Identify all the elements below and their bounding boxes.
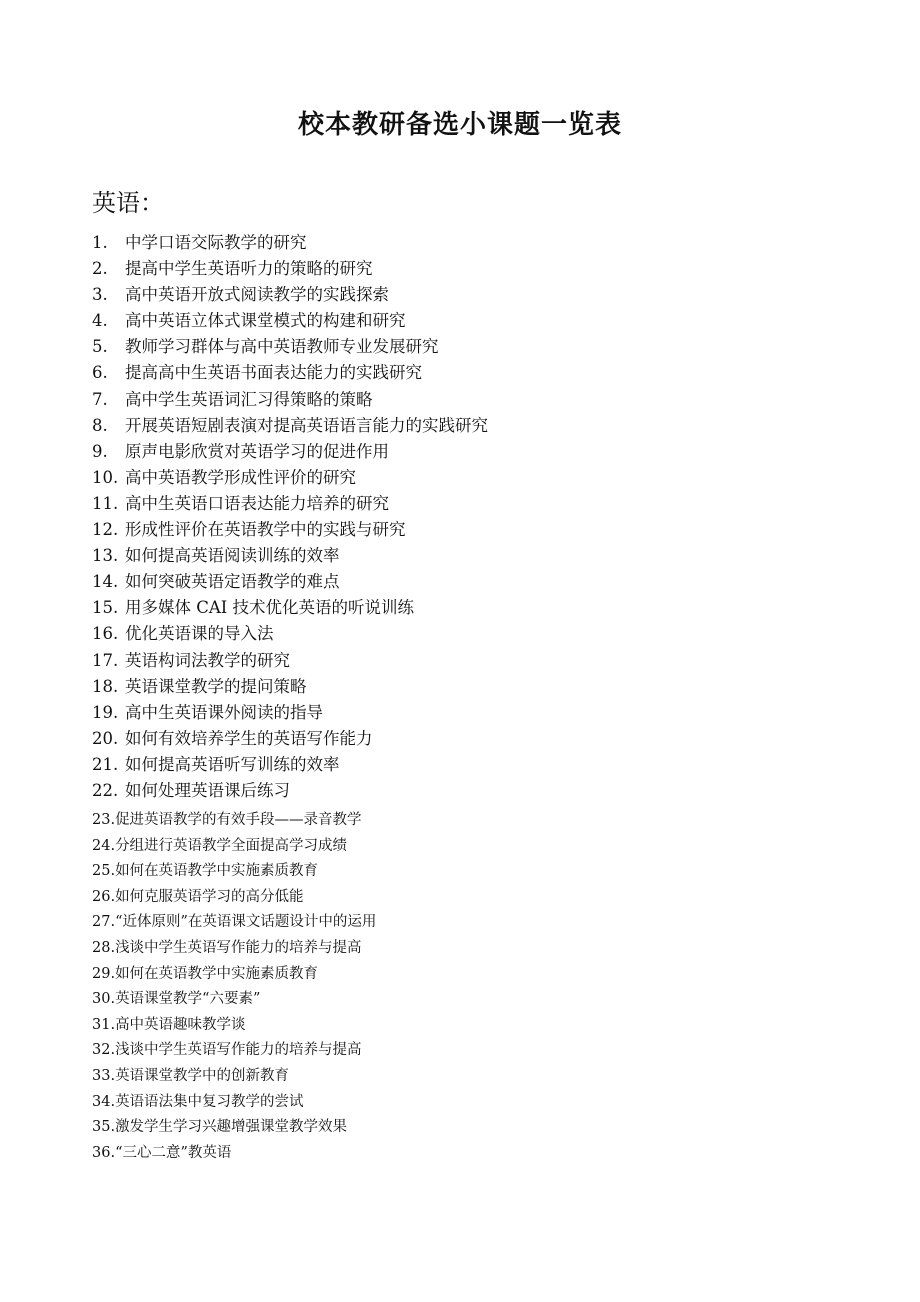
- topic-number: 21.: [92, 754, 119, 774]
- topic-text: 教师学习群体与高中英语教师专业发展研究: [125, 337, 439, 357]
- topic-text: 英语课堂教学“六要素”: [115, 991, 261, 1008]
- topic-text: 提高中学生英语听力的策略的研究: [125, 259, 373, 279]
- topic-text: 英语语法集中复习教学的尝试: [115, 1093, 304, 1110]
- topic-text: 如何提高英语听写训练的效率: [125, 754, 340, 774]
- topic-number: 4.: [92, 311, 108, 331]
- topic-item: [92, 910, 376, 936]
- topic-item: [92, 778, 488, 804]
- topic-item: [92, 674, 488, 700]
- topic-item: [92, 308, 488, 334]
- topic-text: 原声电影欣赏对英语学习的促进作用: [125, 441, 389, 461]
- topic-number: 25.: [92, 863, 116, 880]
- topic-item: [92, 569, 488, 595]
- topic-number: 29.: [92, 965, 116, 982]
- topic-item: [92, 1064, 376, 1090]
- topic-list-main: [92, 230, 488, 804]
- topic-number: 14.: [92, 572, 119, 592]
- topic-list-extra: [92, 808, 376, 1166]
- topic-number: 5.: [92, 337, 108, 357]
- topic-number: 24.: [92, 837, 116, 854]
- topic-text: 激发学生学习兴趣增强课堂教学效果: [115, 1119, 348, 1136]
- topic-number: 31.: [92, 1016, 116, 1033]
- topic-number: 16.: [92, 624, 119, 644]
- topic-item: [92, 282, 488, 308]
- topic-number: 13.: [92, 546, 119, 566]
- topic-item: [92, 1141, 376, 1167]
- topic-text: “三心二意”教英语: [115, 1144, 232, 1161]
- topic-item: [92, 230, 488, 256]
- topic-number: 10.: [92, 467, 119, 487]
- topic-text: 如何提高英语阅读训练的效率: [125, 546, 340, 566]
- topic-number: 30.: [92, 991, 116, 1008]
- topic-item: [92, 885, 376, 911]
- topic-text: 优化英语课的导入法: [125, 624, 274, 644]
- topic-number: 8.: [92, 415, 108, 435]
- topic-number: 33.: [92, 1067, 116, 1084]
- topic-item: [92, 834, 376, 860]
- topic-number: 35.: [92, 1119, 116, 1136]
- topic-number: 15.: [92, 598, 119, 618]
- topic-item: [92, 962, 376, 988]
- topic-number: 36.: [92, 1144, 116, 1161]
- topic-item: [92, 595, 488, 621]
- topic-item: [92, 936, 376, 962]
- topic-item: [92, 1115, 376, 1141]
- topic-item: [92, 621, 488, 647]
- topic-item: [92, 491, 488, 517]
- section-heading: 英语：: [92, 189, 164, 217]
- topic-text: 促进英语教学的有效手段——录音教学: [115, 812, 362, 828]
- topic-text: 开展英语短剧表演对提高英语语言能力的实践研究: [125, 415, 488, 435]
- topic-item: [92, 726, 488, 752]
- topic-item: [92, 1013, 376, 1039]
- topic-number: 2.: [92, 259, 108, 279]
- topic-text: 高中生英语口语表达能力培养的研究: [125, 493, 389, 513]
- topic-number: 11.: [92, 493, 119, 513]
- topic-text: “近体原则”在英语课文话题设计中的运用: [115, 914, 377, 931]
- topic-number: 19.: [92, 702, 119, 722]
- topic-text: 英语课堂教学的提问策略: [125, 676, 307, 696]
- topic-number: 6.: [92, 363, 108, 383]
- topic-number: 23.: [92, 812, 116, 828]
- topic-text: 浅谈中学生英语写作能力的培养与提高: [115, 1042, 362, 1059]
- topic-text: 高中英语立体式课堂模式的构建和研究: [125, 311, 406, 331]
- topic-item: [92, 439, 488, 465]
- topic-number: 18.: [92, 676, 119, 696]
- topic-item: [92, 808, 376, 834]
- topic-text: 分组进行英语教学全面提高学习成绩: [115, 837, 348, 854]
- topic-text: 高中英语开放式阅读教学的实践探索: [125, 285, 389, 305]
- topic-text: 英语构词法教学的研究: [125, 650, 290, 670]
- page-title: 校本教研备选小课题一览表: [297, 110, 622, 140]
- topic-number: 12.: [92, 520, 119, 540]
- topic-text: 形成性评价在英语教学中的实践与研究: [125, 520, 406, 540]
- topic-text: 提高高中生英语书面表达能力的实践研究: [125, 363, 422, 383]
- topic-item: [92, 987, 376, 1013]
- topic-item: [92, 1090, 376, 1116]
- topic-number: 20.: [92, 728, 119, 748]
- topic-text: 用多媒体 CAI 技术优化英语的听说训练: [125, 598, 415, 618]
- topic-item: [92, 752, 488, 778]
- topic-item: [92, 465, 488, 491]
- topic-number: 26.: [92, 888, 116, 905]
- topic-item: [92, 700, 488, 726]
- topic-text: 如何克服英语学习的高分低能: [115, 888, 304, 905]
- topic-text: 如何在英语教学中实施素质教育: [115, 863, 319, 880]
- topic-text: 高中生英语课外阅读的指导: [125, 702, 323, 722]
- topic-text: 浅谈中学生英语写作能力的培养与提高: [115, 939, 362, 956]
- topic-number: 32.: [92, 1042, 116, 1059]
- topic-number: 9.: [92, 441, 108, 461]
- topic-text: 如何有效培养学生的英语写作能力: [125, 728, 373, 748]
- topic-text: 如何在英语教学中实施素质教育: [115, 965, 319, 982]
- topic-number: 7.: [92, 389, 108, 409]
- topic-item: [92, 543, 488, 569]
- topic-item: [92, 334, 488, 360]
- topic-text: 高中学生英语词汇习得策略的策略: [125, 389, 373, 409]
- topic-number: 34.: [92, 1093, 116, 1110]
- topic-number: 1.: [92, 233, 108, 252]
- topic-item: [92, 859, 376, 885]
- topic-text: 英语课堂教学中的创新教育: [115, 1067, 290, 1084]
- topic-number: 3.: [92, 285, 108, 305]
- topic-item: [92, 360, 488, 386]
- topic-item: [92, 1038, 376, 1064]
- topic-item: [92, 413, 488, 439]
- topic-text: 高中英语趣味教学谈: [115, 1016, 246, 1033]
- topic-text: 高中英语教学形成性评价的研究: [125, 467, 356, 487]
- topic-text: 如何突破英语定语教学的难点: [125, 572, 340, 592]
- topic-item: [92, 256, 488, 282]
- topic-text: 如何处理英语课后练习: [125, 780, 290, 800]
- topic-number: 28.: [92, 939, 116, 956]
- topic-number: 22.: [92, 780, 119, 800]
- topic-item: [92, 517, 488, 543]
- topic-item: [92, 648, 488, 674]
- topic-text: 中学口语交际教学的研究: [125, 233, 307, 252]
- topic-item: [92, 387, 488, 413]
- topic-number: 27.: [92, 914, 116, 931]
- topic-number: 17.: [92, 650, 119, 670]
